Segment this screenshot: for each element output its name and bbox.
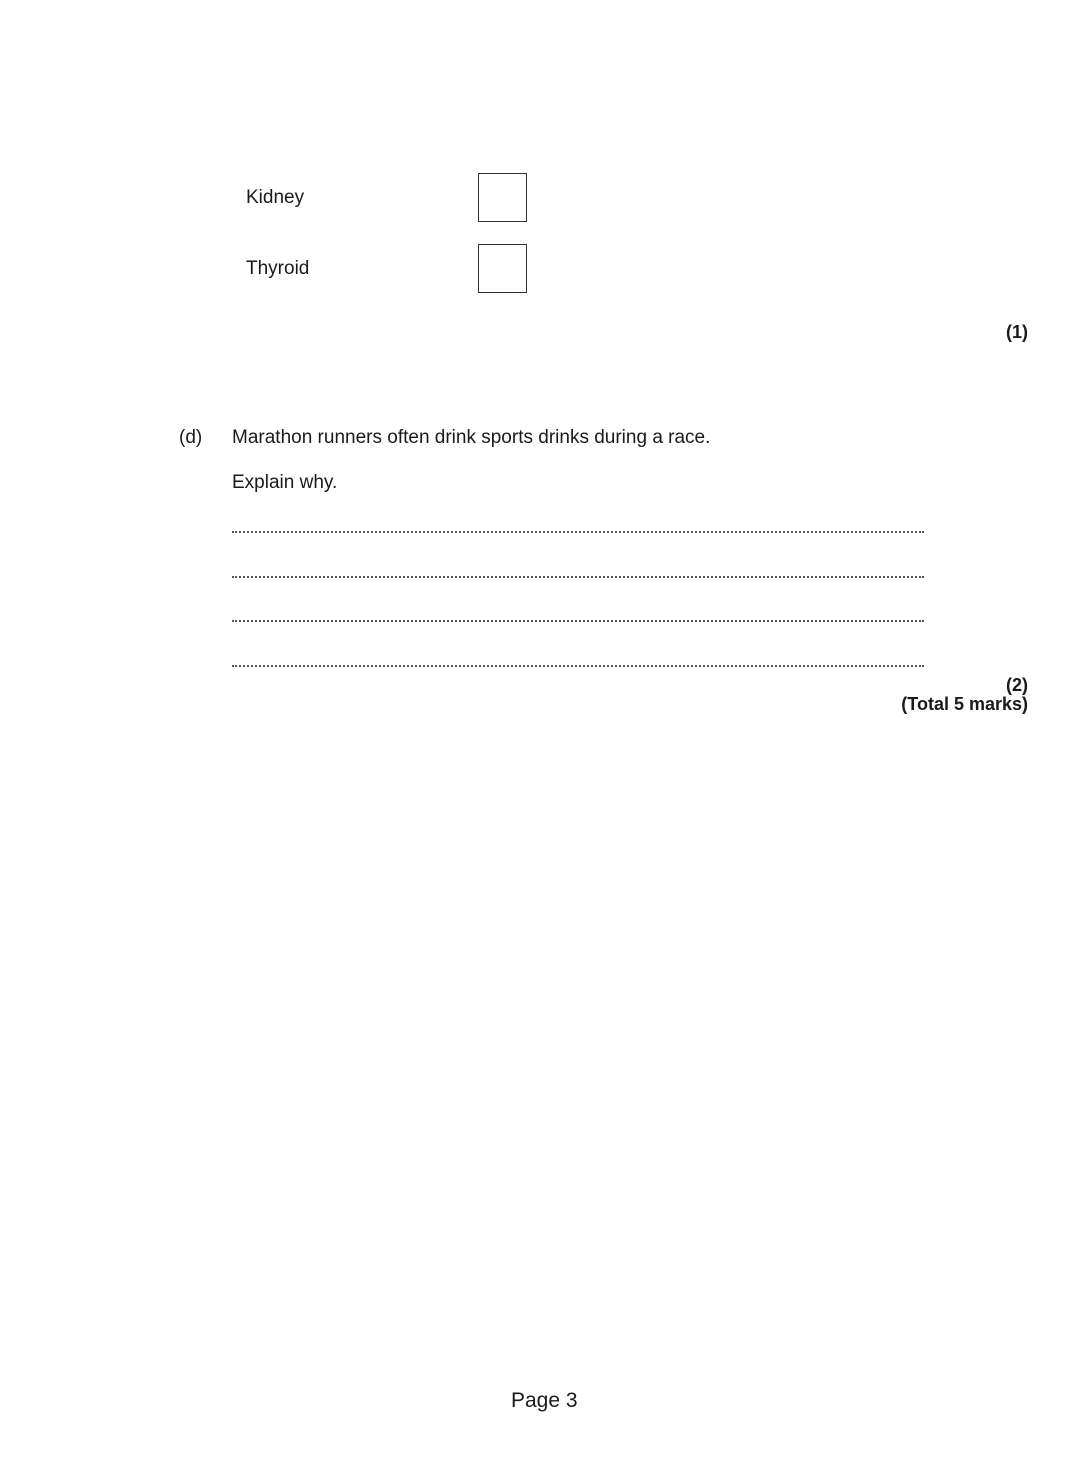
marks-part-c: (1) xyxy=(1006,322,1028,342)
question-instruction-d: Explain why. xyxy=(232,472,338,493)
page-number: Page 3 xyxy=(511,1389,578,1412)
marks-part-d: (2) xyxy=(1006,675,1028,695)
option-label-thyroid: Thyroid xyxy=(246,258,310,279)
tickbox-thyroid[interactable] xyxy=(478,244,527,293)
marks-total: (Total 5 marks) xyxy=(901,694,1028,714)
answer-line-2[interactable] xyxy=(232,576,924,578)
tickbox-kidney[interactable] xyxy=(478,173,527,222)
question-number-d: (d) xyxy=(179,427,203,448)
answer-line-1[interactable] xyxy=(232,531,924,533)
answer-line-4[interactable] xyxy=(232,665,924,667)
option-label-kidney: Kidney xyxy=(246,187,305,208)
question-text-d: Marathon runners often drink sports drinks during a race. xyxy=(232,427,711,448)
answer-line-3[interactable] xyxy=(232,620,924,622)
